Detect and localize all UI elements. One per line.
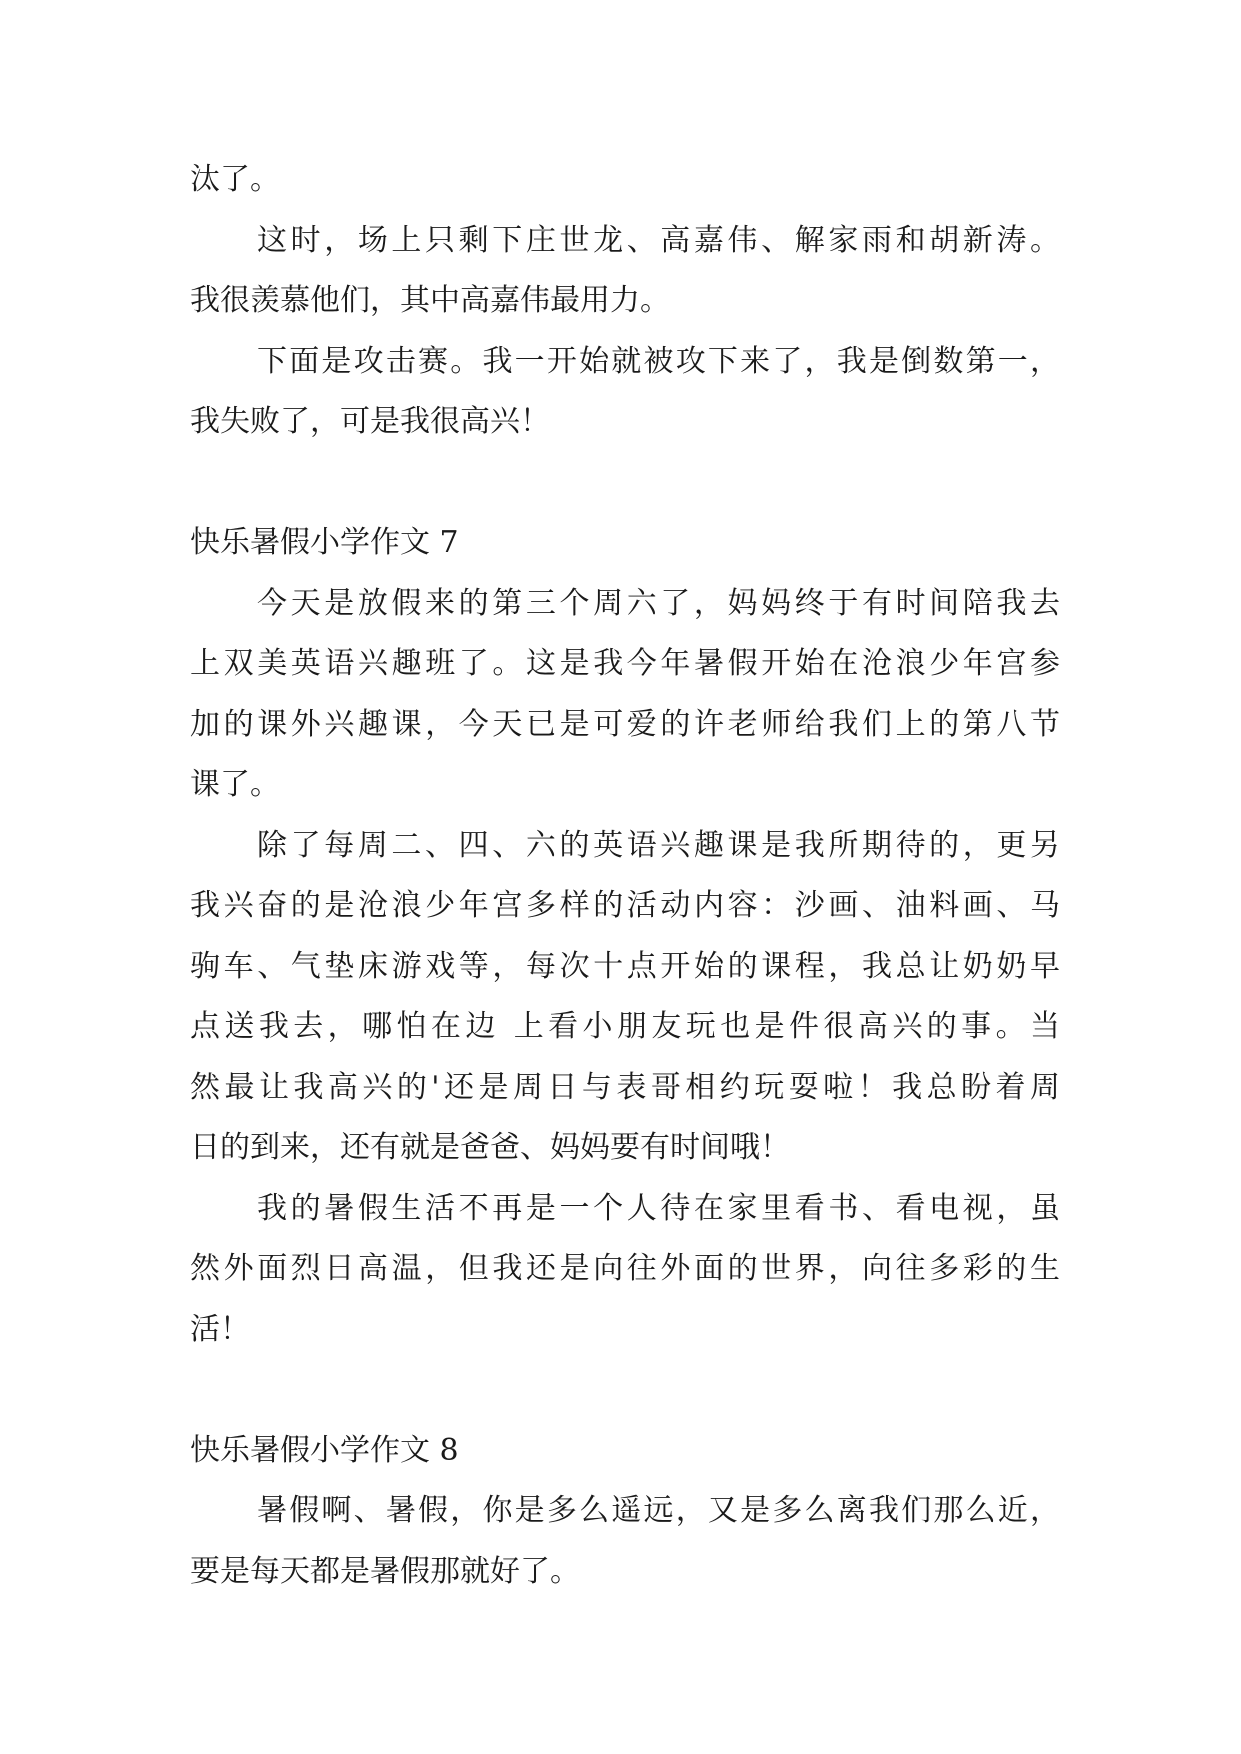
- section-essay-8: [190, 1421, 1060, 1603]
- paragraph-line: 要是每天都是暑假那就好了。: [190, 1553, 580, 1589]
- paragraph-line: 日的到来，还有就是爸爸、妈妈要有时间哦！: [190, 1130, 790, 1165]
- section-gap: [190, 453, 1060, 514]
- section-essay-7: [190, 513, 1060, 1360]
- paragraph-line: 我很羡慕他们，其中高嘉伟最用力。: [190, 283, 670, 318]
- paragraph-line: 下面是攻击赛。我一开始就被攻下来了，我是倒数第一，: [257, 343, 1060, 379]
- paragraph-line: 今天是放假来的第三个周六了，妈妈终于有时间陪我去: [257, 585, 1060, 621]
- paragraph-line: 暑假啊、暑假，你是多么遥远，又是多么离我们那么近，: [257, 1493, 1060, 1528]
- paragraph-line: 然最让我高兴的'还是周日与表哥相约玩耍啦！我总盼着周: [190, 1069, 1060, 1105]
- paragraph-line: 然外面烈日高温，但我还是向往外面的世界，向往多彩的生: [190, 1251, 1060, 1286]
- section-heading: 快乐暑假小学作文 8: [190, 1432, 459, 1468]
- paragraph-line: 除了每周二、四、六的英语兴趣课是我所期待的，更另: [257, 827, 1060, 863]
- section-continued: [190, 150, 1060, 453]
- document-page: [190, 150, 1060, 1602]
- paragraph-line: 我的暑假生活不再是一个人待在家里看书、看电视，虽: [257, 1190, 1060, 1226]
- paragraph-line: 这时，场上只剩下庄世龙、高嘉伟、解家雨和胡新涛。: [257, 222, 1060, 258]
- paragraph-line: 点送我去，哪怕在边 上看小朋友玩也是件很高兴的事。当: [190, 1009, 1060, 1044]
- paragraph-line: 上双美英语兴趣班了。这是我今年暑假开始在沧浪少年宫参: [190, 646, 1060, 681]
- paragraph-line: 加的课外兴趣课，今天已是可爱的许老师给我们上的第八节: [190, 706, 1060, 742]
- section-gap: [190, 1360, 1060, 1421]
- paragraph-line: 我兴奋的是沧浪少年宫多样的活动内容：沙画、油料画、马: [190, 888, 1060, 923]
- paragraph-line: 我失败了，可是我很高兴！: [190, 404, 550, 439]
- paragraph-line: 汰了。: [190, 162, 280, 197]
- section-heading: 快乐暑假小学作文 7: [190, 525, 459, 560]
- paragraph-line: 活！: [190, 1311, 250, 1347]
- paragraph-line: 课了。: [190, 767, 280, 802]
- paragraph-line: 驹车、气垫床游戏等，每次十点开始的课程，我总让奶奶早: [190, 948, 1060, 984]
